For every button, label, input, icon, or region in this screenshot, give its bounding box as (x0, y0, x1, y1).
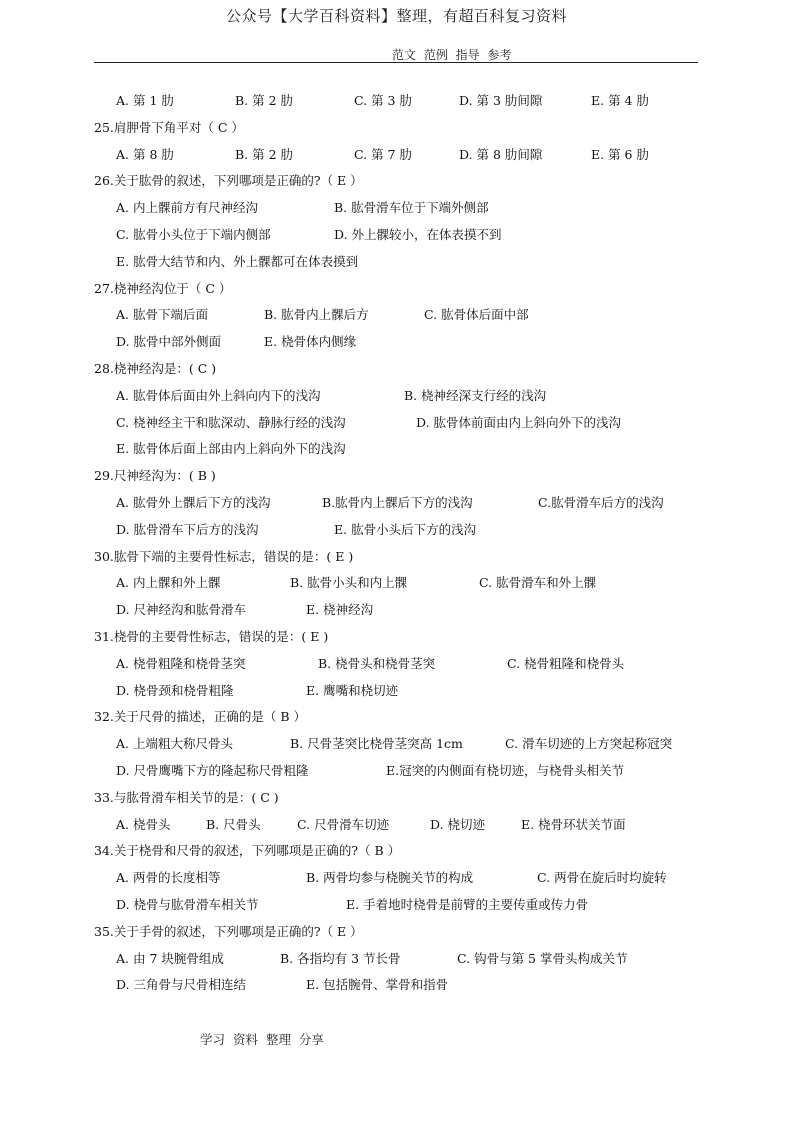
top-banner: 公众号【大学百科资料】整理，有超百科复习资料 (225, 7, 567, 25)
answer-option: D. 第 3 肋间隙 (459, 93, 543, 108)
options-row (94, 517, 698, 544)
answer-option: C. 第 7 肋 (354, 146, 412, 162)
options-row (94, 329, 698, 356)
answer-option: A. 桡骨粗隆和桡骨茎突 (116, 655, 246, 671)
question-stem: 34.关于桡骨和尺骨的叙述，下列哪项是正确的?（ B ） (94, 843, 401, 859)
answer-option: C. 桡神经主干和肱深动、静脉行经的浅沟 (116, 414, 346, 430)
question-stem: 25.肩胛骨下角平对（ C ） (94, 119, 244, 135)
answer-option: A. 第 8 肋 (116, 146, 174, 162)
page-header-subtitle: 范文 范例 指导 参考 (392, 48, 512, 62)
answer-option: B. 肱骨小头和内上髁 (290, 575, 408, 591)
answer-option: A. 内上髁和外上髁 (116, 575, 221, 591)
answer-option: B. 桡骨头和桡骨茎突 (318, 655, 436, 671)
options-row (94, 383, 698, 410)
answer-option: D. 外上髁较小，在体表摸不到 (334, 226, 502, 242)
answer-option: C. 钩骨与第 5 掌骨头构成关节 (457, 950, 628, 966)
question-stem: 29.尺神经沟为：( B ) (94, 468, 216, 484)
question-stem: 26.关于肱骨的叙述，下列哪项是正确的?（ E ） (94, 173, 363, 189)
answer-option: A. 两骨的长度相等 (116, 870, 221, 886)
answer-option: D. 肱骨中部外侧面 (116, 334, 222, 350)
answer-option: C. 滑车切迹的上方突起称冠突 (505, 736, 673, 752)
options-row (94, 678, 698, 705)
options-row (94, 436, 698, 463)
question-stem: 33.与肱骨滑车相关节的是：( C ) (94, 789, 279, 805)
answer-option: B. 两骨均参与桡腕关节的构成 (306, 870, 474, 886)
options-row (94, 570, 698, 597)
options-row (94, 731, 698, 758)
answer-option: D. 肱骨体前面由内上斜向外下的浅沟 (416, 414, 622, 430)
question-stem: 27.桡神经沟位于（ C ） (94, 280, 232, 296)
answer-option: C. 肱骨滑车和外上髁 (479, 575, 597, 591)
options-row (94, 195, 698, 222)
header-divider (94, 62, 698, 63)
answer-option: B.肱骨内上髁后下方的浅沟 (322, 494, 473, 510)
question-stem: 31.桡骨的主要骨性标志，错误的是：( E ) (94, 628, 329, 644)
answer-option: E. 肱骨小头后下方的浅沟 (334, 521, 477, 537)
question-stem: 28.桡神经沟是：( C ) (94, 360, 217, 376)
answer-option: E.冠突的内侧面有桡切迹，与桡骨头相关节 (386, 762, 625, 778)
answer-option: D. 桡骨颈和桡骨粗隆 (116, 682, 234, 698)
answer-option: D. 桡骨与肱骨滑车相关节 (116, 896, 259, 912)
answer-option: D. 尺神经沟和肱骨滑车 (116, 602, 247, 618)
options-row (94, 142, 698, 169)
answer-option: E. 桡骨环状关节面 (521, 816, 626, 832)
answer-option: E. 桡骨体内侧缘 (264, 334, 357, 350)
options-row (94, 597, 698, 624)
answer-option: D. 尺骨鹰嘴下方的隆起称尺骨粗隆 (116, 762, 309, 778)
answer-option: C. 肱骨小头位于下端内侧部 (116, 226, 271, 242)
question-stem: 30.肱骨下端的主要骨性标志，错误的是：( E ) (94, 548, 354, 564)
answer-option: C. 第 3 肋 (354, 93, 412, 108)
options-row (94, 812, 698, 839)
answer-option: D. 三角骨与尺骨相连结 (116, 977, 247, 993)
answer-option: E. 肱骨体后面上部由内上斜向外下的浅沟 (116, 441, 346, 457)
answer-option: C.肱骨滑车后方的浅沟 (538, 494, 664, 510)
answer-option: B. 第 2 肋 (235, 93, 294, 108)
options-row (94, 972, 698, 999)
answer-option: B. 尺骨茎突比桡骨茎突高 1cm (290, 736, 463, 752)
answer-option: E. 手着地时桡骨是前臂的主要传重或传力骨 (346, 896, 589, 912)
answer-option: B. 肱骨滑车位于下端外侧部 (334, 200, 489, 216)
answer-option: E. 鹰嘴和桡切迹 (306, 682, 399, 698)
answer-option: E. 第 4 肋 (591, 93, 649, 108)
answer-option: C. 两骨在旋后时均旋转 (537, 870, 667, 886)
options-row (94, 865, 698, 892)
options-row (94, 490, 698, 517)
answer-option: A. 第 1 肋 (116, 93, 174, 108)
answer-option: D. 第 8 肋间隙 (459, 146, 543, 162)
answer-option: D. 肱骨滑车下后方的浅沟 (116, 521, 259, 537)
answer-option: E. 第 6 肋 (591, 146, 649, 162)
answer-option: B. 肱骨内上髁后方 (264, 307, 369, 323)
answer-option: A. 肱骨体后面由外上斜向内下的浅沟 (116, 387, 321, 403)
answer-option: A. 由 7 块腕骨组成 (116, 950, 224, 966)
answer-option: A. 桡骨头 (116, 816, 171, 832)
answer-option: E. 桡神经沟 (306, 602, 374, 618)
answer-option: E. 肱骨大结节和内、外上髁都可在体表摸到 (116, 253, 359, 269)
answer-option: B. 桡神经深支行经的浅沟 (404, 387, 547, 403)
question-stem: 35.关于手骨的叙述，下列哪项是正确的?（ E ） (94, 923, 363, 939)
options-row (94, 302, 698, 329)
options-row (94, 651, 698, 678)
answer-option: C. 肱骨体后面中部 (424, 307, 529, 323)
answer-option: E. 包括腕骨、掌骨和指骨 (306, 977, 449, 993)
answer-option: B. 尺骨头 (206, 816, 261, 832)
answer-option: B. 各指均有 3 节长骨 (280, 950, 401, 966)
question-list (94, 88, 698, 999)
answer-option: B. 第 2 肋 (235, 146, 294, 162)
answer-option: D. 桡切迹 (430, 816, 486, 832)
page-footer: 学习 资料 整理 分享 (200, 1032, 324, 1047)
options-row (94, 410, 698, 437)
options-row (94, 249, 698, 276)
options-row (94, 946, 698, 973)
answer-option: A. 上端粗大称尺骨头 (116, 736, 233, 752)
options-row (94, 892, 698, 919)
options-row (94, 758, 698, 785)
answer-option: C. 桡骨粗隆和桡骨头 (507, 655, 625, 671)
question-stem: 32.关于尺骨的描述，正确的是（ B ） (94, 709, 307, 725)
answer-option: C. 尺骨滑车切迹 (297, 816, 390, 832)
options-row (94, 88, 698, 115)
options-row (94, 222, 698, 249)
answer-option: A. 肱骨下端后面 (116, 307, 208, 323)
answer-option: A. 内上髁前方有尺神经沟 (116, 200, 258, 216)
answer-option: A. 肱骨外上髁后下方的浅沟 (116, 494, 271, 510)
